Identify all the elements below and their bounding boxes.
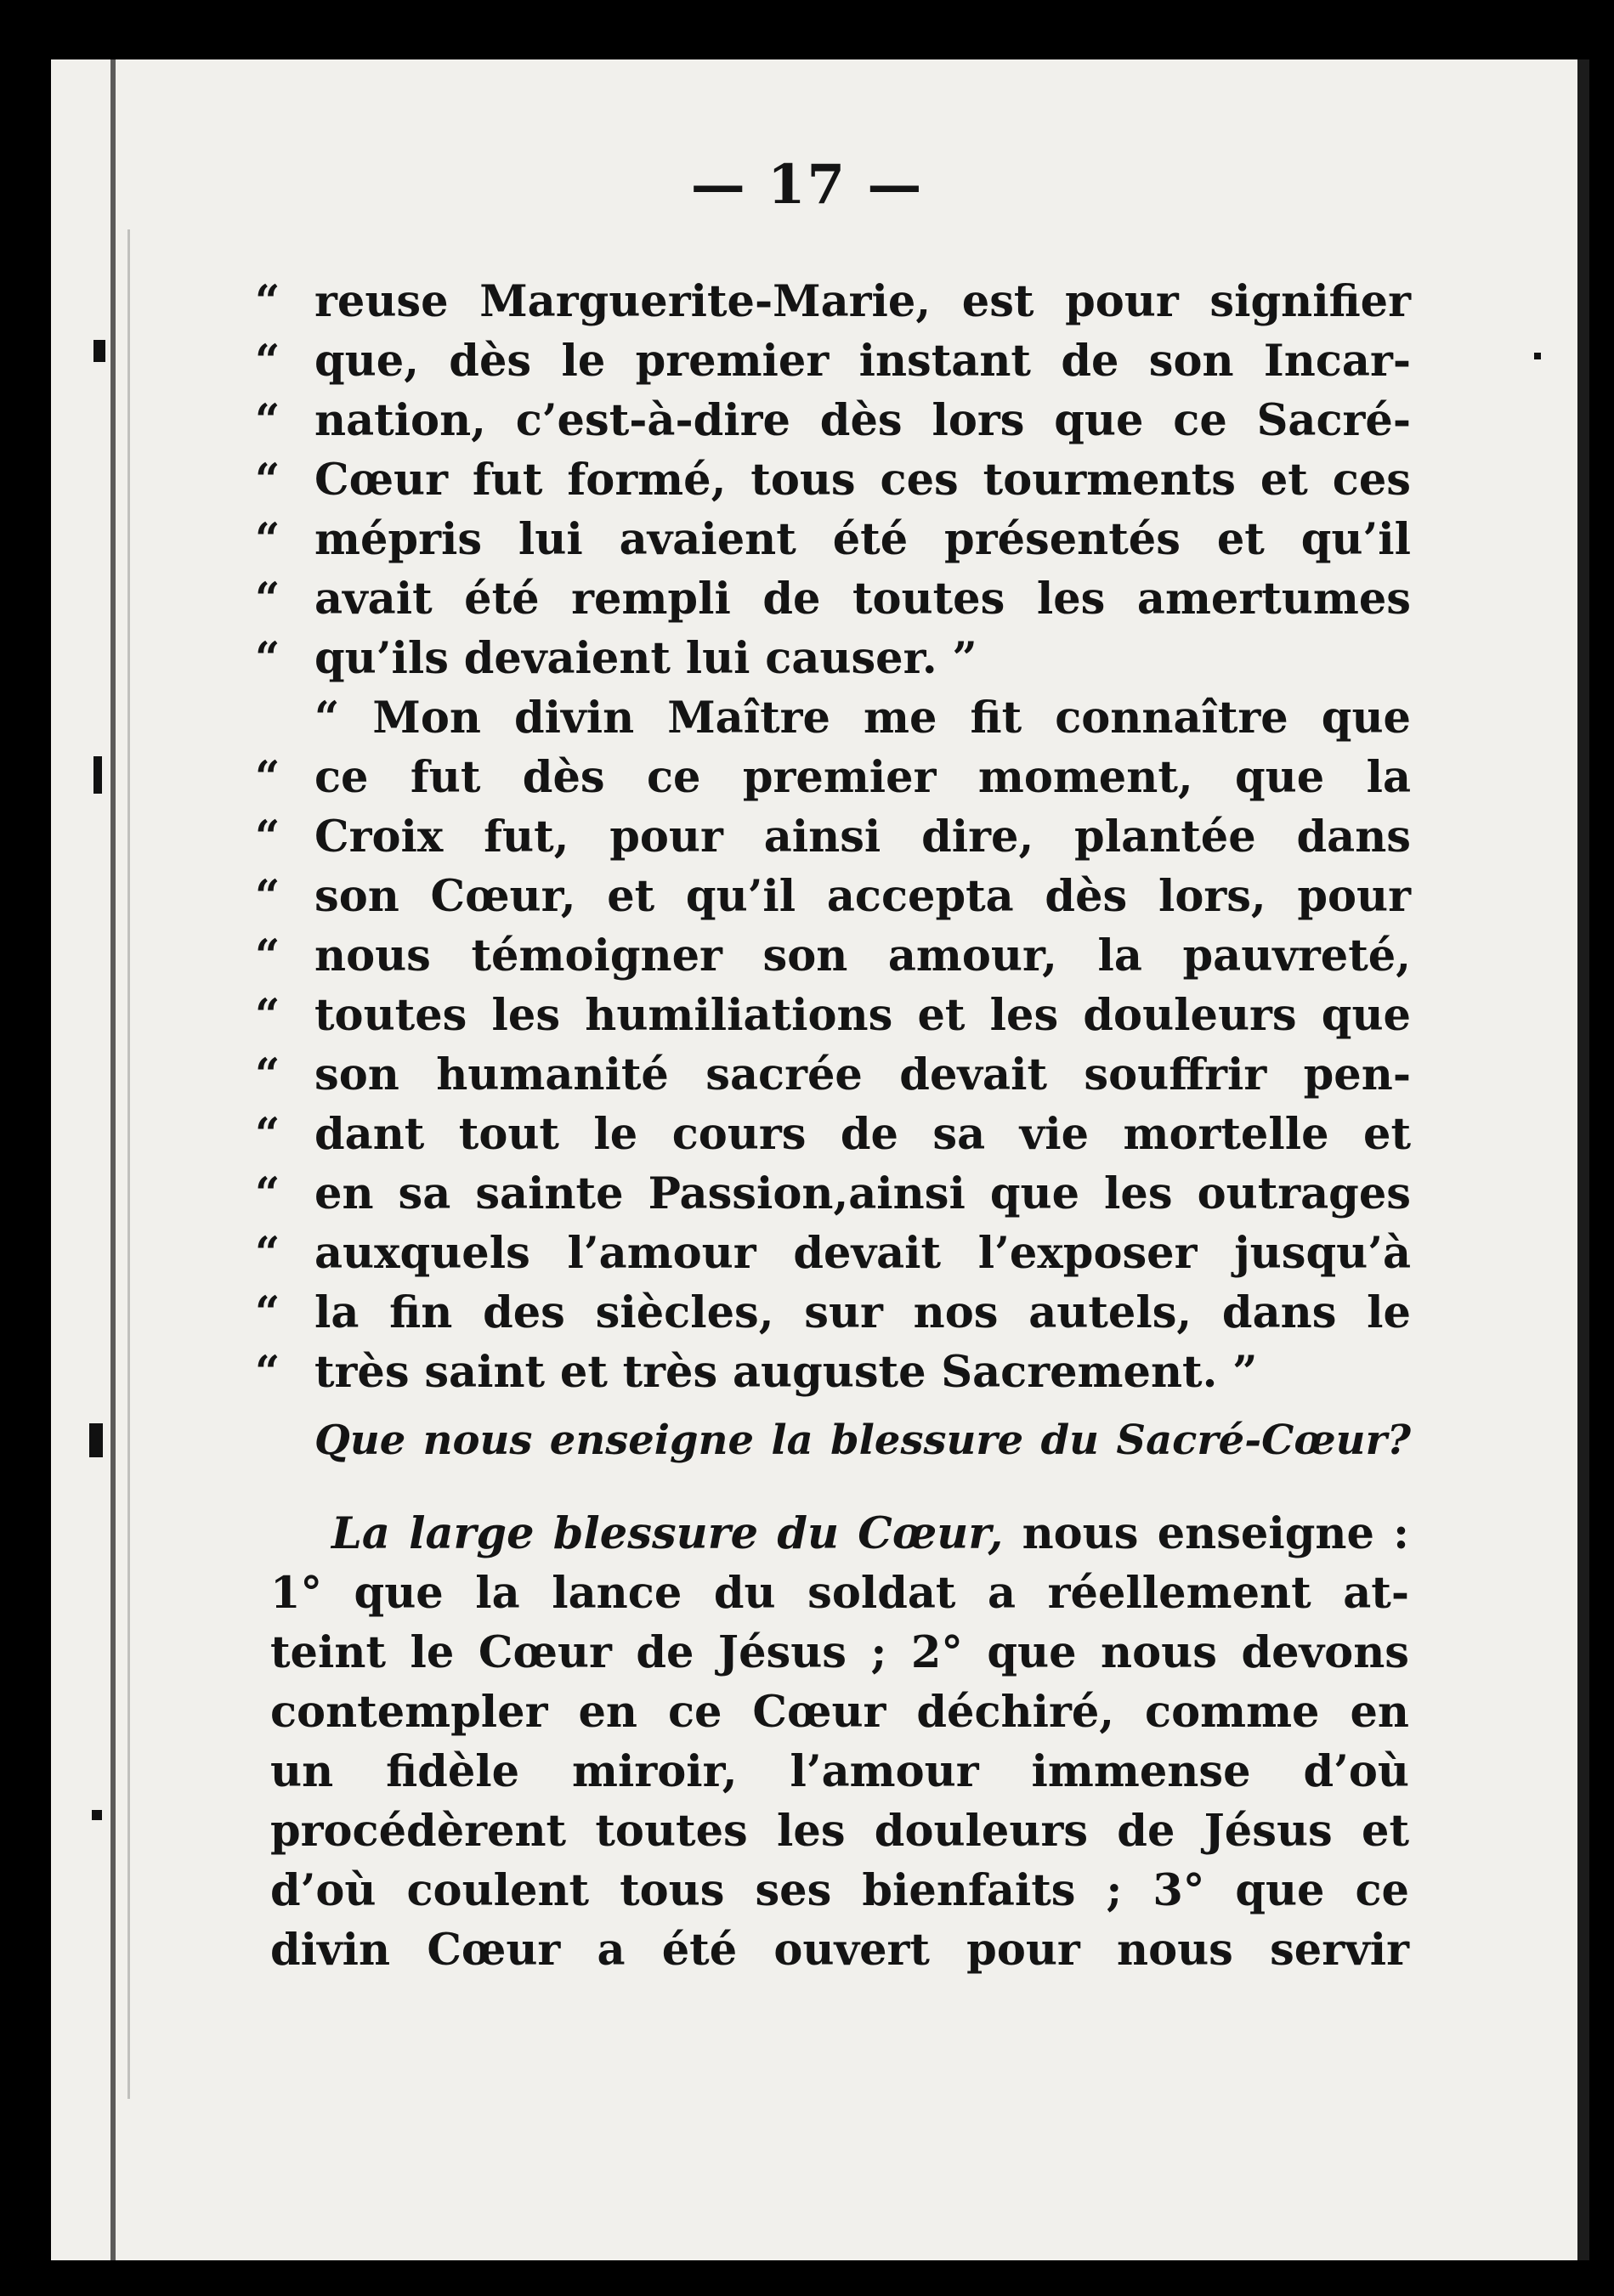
text-line: teint le Cœur de Jésus ; 2° que nous devons xyxy=(270,1627,1409,1678)
text-line: “ nous témoigner son amour, la pauvreté, xyxy=(255,926,1411,986)
quote-mark: “ xyxy=(255,812,280,862)
quoted-passage xyxy=(255,272,1411,1402)
quote-mark: “ xyxy=(255,1228,280,1279)
quote-mark: “ xyxy=(255,990,280,1041)
right-page-edge xyxy=(1577,59,1589,2260)
ink-speck xyxy=(93,340,105,362)
text-line: “ qu’ils devaient lui causer. ” xyxy=(255,629,1411,688)
quote-mark: “ xyxy=(255,276,280,327)
quote-mark: “ xyxy=(255,574,280,625)
text-line: “ que, dès le premier instant de son Incar- xyxy=(255,331,1411,391)
binding-gutter xyxy=(110,59,116,2260)
text-line: La large blessure du Cœur, nous enseigne : xyxy=(331,1508,1410,1559)
quote-mark: “ xyxy=(255,1049,280,1100)
answer-paragraph xyxy=(270,1504,1409,1980)
ink-speck xyxy=(1534,353,1541,359)
binding-shadow xyxy=(127,229,130,2099)
text-line: “ la fin des siècles, sur nos autels, dans le xyxy=(255,1283,1411,1343)
text-line: “ son humanité sacrée devait souffrir pen- xyxy=(255,1045,1411,1105)
section-question: Que nous enseigne la blessure du Sacré-Cœur? xyxy=(314,1417,1411,1464)
quote-mark: “ xyxy=(255,336,280,387)
quote-mark: “ xyxy=(255,1109,280,1160)
text-line: “ reuse Marguerite-Marie, est pour signifier xyxy=(255,272,1411,331)
text-line: “ toutes les humiliations et les douleurs que xyxy=(255,986,1411,1045)
text-line: “ en sa sainte Passion,ainsi que les outrages xyxy=(255,1164,1411,1224)
text-line: “ très saint et très auguste Sacrement. ” xyxy=(255,1343,1411,1402)
text-line: contempler en ce Cœur déchiré, comme en xyxy=(270,1687,1409,1738)
page-number: — 17 — xyxy=(690,153,924,217)
text-line: procédèrent toutes les douleurs de Jésus et xyxy=(270,1806,1409,1857)
text-line: 1° que la lance du soldat a réellement at- xyxy=(270,1568,1409,1619)
text-line: “ Cœur fut formé, tous ces tourments et ces xyxy=(255,450,1411,510)
italic-lead: La large blessure du Cœur, xyxy=(331,1508,1004,1559)
quote-mark: “ xyxy=(255,514,280,565)
quote-mark: “ xyxy=(255,633,280,684)
quote-mark: “ xyxy=(255,1347,280,1398)
text-line: un fidèle miroir, l’amour immense d’où xyxy=(270,1746,1409,1797)
text-line: “ avait été rempli de toutes les amertumes xyxy=(255,569,1411,629)
quote-mark: “ xyxy=(255,752,280,803)
quote-mark: “ xyxy=(255,1287,280,1338)
text-line: divin Cœur a été ouvert pour nous servir xyxy=(270,1925,1409,1976)
text-line: “ Mon divin Maître me fit connaître que xyxy=(314,693,1411,744)
text-line: “ dant tout le cours de sa vie mortelle et xyxy=(255,1105,1411,1164)
quote-mark: “ xyxy=(255,930,280,981)
text-line: “ nation, c’est-à-dire dès lors que ce Sacré- xyxy=(255,391,1411,450)
text-line: d’où coulent tous ses bienfaits ; 3° que ce xyxy=(270,1865,1409,1916)
text-line: “ mépris lui avaient été présentés et qu’il xyxy=(255,510,1411,569)
quote-mark: “ xyxy=(255,871,280,922)
ink-speck xyxy=(92,1810,102,1820)
text-line: “ son Cœur, et qu’il accepta dès lors, pour xyxy=(255,867,1411,926)
quote-mark: “ xyxy=(255,1168,280,1219)
ink-speck xyxy=(89,1423,103,1457)
text-line: “ auxquels l’amour devait l’exposer jusqu’à xyxy=(255,1224,1411,1283)
quote-mark: “ xyxy=(255,455,280,506)
quote-mark: “ xyxy=(255,395,280,446)
text-line: “ Croix fut, pour ainsi dire, plantée dans xyxy=(255,807,1411,867)
text-line: “ ce fut dès ce premier moment, que la xyxy=(255,748,1411,807)
ink-speck xyxy=(93,756,102,794)
